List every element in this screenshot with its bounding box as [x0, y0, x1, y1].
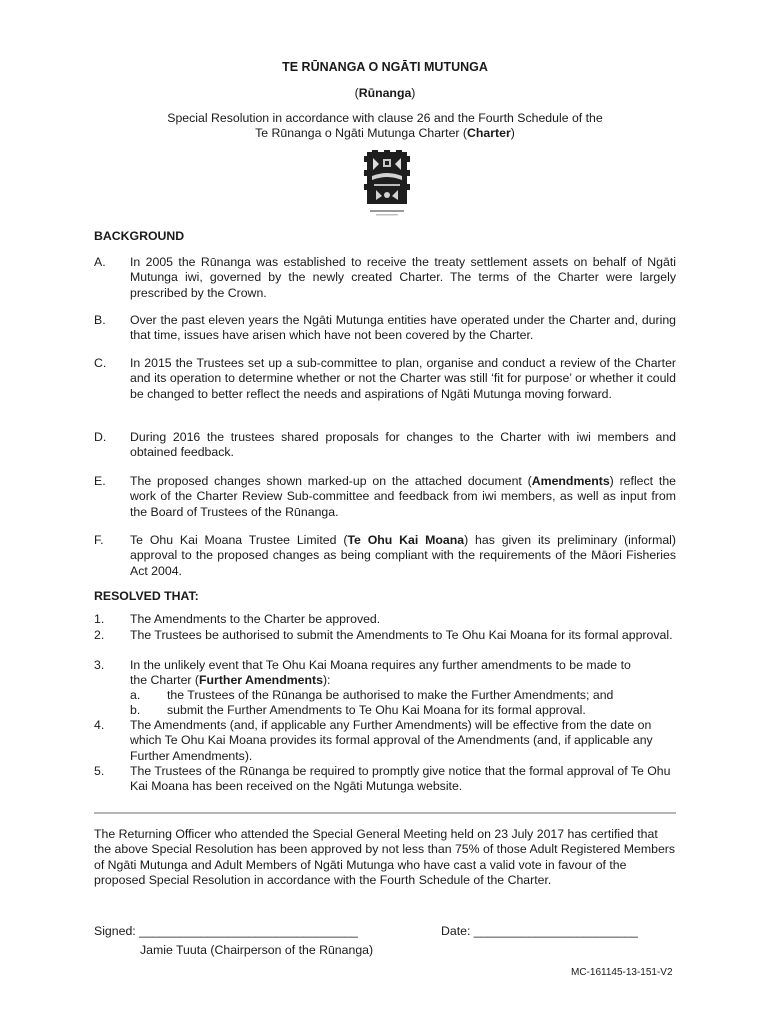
background-label-e: E. [94, 474, 106, 488]
document-title: TE RŪNANGA O NGĀTI MUTUNGA [282, 60, 488, 74]
resolution-item-2: The Trustees be authorised to submit the Amendments to Te Ohu Kai Moana for its formal approval. [130, 628, 673, 642]
background-label-a: A. [94, 255, 106, 269]
subitem-b: submit the Further Amendments to Te Ohu Kai Moana for its formal approval. [167, 703, 586, 717]
resolution-number-1: 1. [94, 612, 105, 626]
returning-officer-statement: The Returning Officer who attended the Special General Meeting held on 23 July 2017 has certified that the above Special Resolution has been approved by not less than 75% of those Adult Registered Members of Ngāti Mutunga and Adult Members of Ngāti Mutunga who have cast a valid vote in favour of the proposed Special Resolution in accordance with the Fourth Schedule of the Charter. [94, 827, 676, 887]
resolution-number-2: 2. [94, 628, 105, 642]
background-label-d: D. [94, 430, 107, 444]
subitem-label-b: b. [130, 703, 141, 717]
resolution-item-4: The Amendments (and, if applicable any Further Amendments) will be effective from the date on which Te Ohu Kai Moana provides its formal approval of the Amendments (and, if applicable any Further Amendments). [130, 718, 653, 763]
resolution-line-1: Special Resolution in accordance with clause 26 and the Fourth Schedule of the [167, 111, 603, 125]
subitem-label-a: a. [130, 688, 141, 702]
background-label-b: B. [94, 313, 106, 327]
signature-line: Signed: ________________________________ [94, 924, 358, 938]
resolution-item-3: In the unlikely event that Te Ohu Kai Moana requires any further amendments to be made to the Charter (Further Amendments): [130, 658, 631, 688]
resolution-item-1: The Amendments to the Charter be approved. [130, 612, 381, 626]
runanga-logo [364, 150, 410, 218]
background-paragraph-d: During 2016 the trustees shared proposals for changes to the Charter with iwi members and obtained feedback. [130, 430, 676, 460]
resolution-line-2: Te Rūnanga o Ngāti Mutunga Charter (Charter) [255, 126, 515, 140]
date-line: Date: ________________________ [441, 924, 638, 938]
background-paragraph-a: In 2005 the Rūnanga was established to receive the treaty settlement assets on behalf of Ngāti Mutunga iwi, governed by the newly created Charter. The terms of the Charter were largely prescribed by the Crown. [130, 255, 676, 300]
background-label-c: C. [94, 356, 107, 370]
document-subtitle: (Rūnanga) [354, 86, 416, 100]
subitem-a: the Trustees of the Rūnanga be authorised to make the Further Amendments; and [167, 688, 614, 702]
resolution-item-5: The Trustees of the Rūnanga be required to promptly give notice that the formal approval of Te Ohu Kai Moana has been received on the Ngāti Mutunga website. [130, 764, 671, 794]
signer-name: Jamie Tuuta (Chairperson of the Rūnanga) [140, 943, 374, 957]
background-heading: BACKGROUND [94, 229, 185, 243]
resolution-number-4: 4. [94, 718, 105, 732]
background-label-f: F. [94, 533, 104, 547]
logo-emblem-icon [364, 150, 410, 218]
section-divider [94, 812, 676, 814]
resolution-number-5: 5. [94, 764, 105, 778]
background-paragraph-c: In 2015 the Trustees set up a sub-committee to plan, organise and conduct a review of the Charter and its operation to determine whether or not the Charter was still ‘fit for purpose’ or whether it could be changed to better reflect the needs and aspirations of Ngāti Mutunga moving forward. [130, 356, 676, 401]
background-paragraph-b: Over the past eleven years the Ngāti Mutunga entities have operated under the Charter and, during that time, issues have arisen which have not been covered by the Charter. [130, 313, 676, 343]
resolution-number-3: 3. [94, 658, 105, 672]
background-paragraph-f: Te Ohu Kai Moana Trustee Limited (Te Ohu Kai Moana) has given its preliminary (informal) approval to the proposed changes as being compliant with the requirements of the Māori Fisheries Act 2004. [130, 533, 676, 578]
resolved-heading: RESOLVED THAT: [94, 589, 199, 603]
document-reference: MC-161145-13-151-V2 [571, 967, 673, 978]
background-paragraph-e: The proposed changes shown marked-up on the attached document (Amendments) reflect the work of the Charter Review Sub-committee and feedback from iwi members, as well as input from the Board of Trustees of the Rūnanga. [130, 474, 676, 519]
